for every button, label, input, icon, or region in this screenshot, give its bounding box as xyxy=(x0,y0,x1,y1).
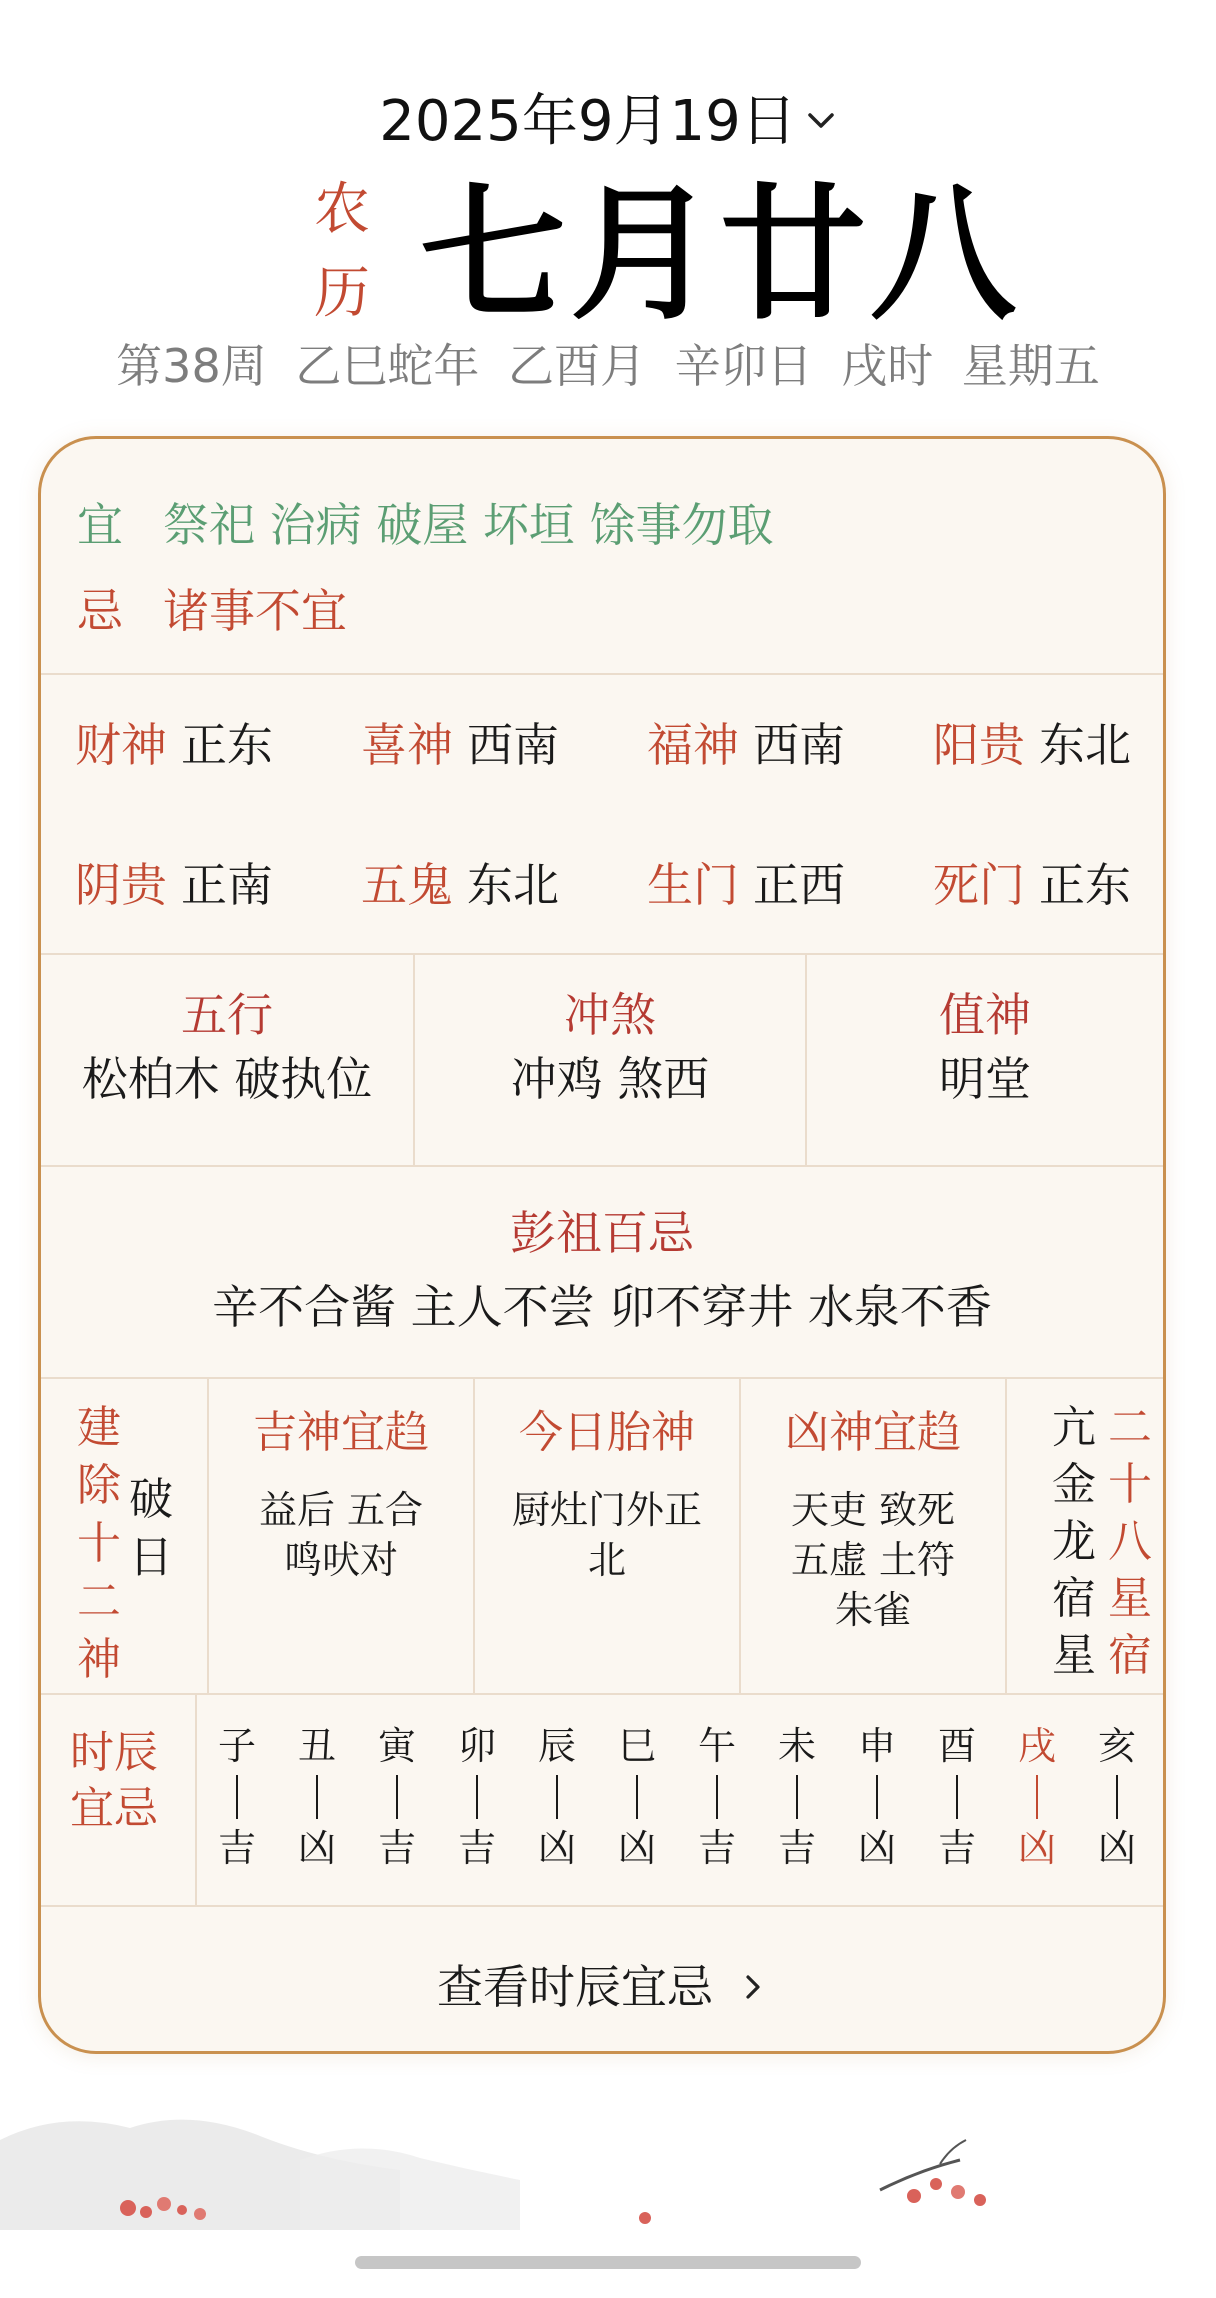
xingxiu-label-char: 星 xyxy=(1108,1573,1152,1624)
hour-luck: 吉 xyxy=(697,1826,736,1870)
xiongshen-title: 凶神宜趋 xyxy=(785,1407,961,1458)
hour-mao xyxy=(447,1721,507,1873)
god-fu xyxy=(647,715,845,775)
hour-branch: 子 xyxy=(217,1724,256,1768)
hour-bar xyxy=(1036,1775,1038,1819)
almanac-card xyxy=(38,436,1166,2054)
hour-bar xyxy=(556,1775,558,1819)
xingxiu-label-char: 八 xyxy=(1108,1516,1152,1567)
wuxing-value: 松柏木 破执位 xyxy=(81,1052,373,1106)
hour-branch: 戌 xyxy=(1017,1724,1056,1768)
date-text: 2025年9月19日 xyxy=(379,89,797,154)
jianchu-value-char: 日 xyxy=(129,1532,173,1583)
xiongshen-cell xyxy=(741,1403,1005,1635)
hour-luck: 吉 xyxy=(777,1826,816,1870)
hour-branch: 未 xyxy=(777,1724,816,1768)
hour-branch: 辰 xyxy=(537,1724,576,1768)
hour-bar xyxy=(1116,1775,1118,1819)
hour-branch: 寅 xyxy=(377,1724,416,1768)
god-value: 正南 xyxy=(181,858,273,912)
xingxiu-label-char: 二 xyxy=(1108,1402,1152,1453)
jianchu-label-char: 神 xyxy=(77,1634,121,1685)
hour-branch: 申 xyxy=(857,1724,896,1768)
god-simen xyxy=(933,855,1131,915)
god-label: 财神 xyxy=(75,718,167,772)
hour-branch: 巳 xyxy=(617,1724,656,1768)
hour-branch: 亥 xyxy=(1097,1724,1136,1768)
god-wugui xyxy=(361,855,559,915)
god-label: 死门 xyxy=(933,858,1025,912)
ji-label: 忌 xyxy=(77,584,123,638)
jishen-cell xyxy=(209,1403,473,1585)
god-label: 生门 xyxy=(647,858,739,912)
yi-text: 祭祀 治病 破屋 坏垣 馀事勿取 xyxy=(163,498,774,552)
god-label: 喜神 xyxy=(361,718,453,772)
jianchu-label-char: 建 xyxy=(77,1402,121,1453)
god-value: 正东 xyxy=(181,718,273,772)
chongsha-cell xyxy=(415,983,805,1111)
jianchu-value-char: 破 xyxy=(129,1474,173,1525)
hour-branch: 午 xyxy=(697,1724,736,1768)
hour-bar xyxy=(396,1775,398,1819)
hour-xu-current xyxy=(1007,1721,1067,1873)
hour-luck: 凶 xyxy=(857,1826,896,1870)
xingxiu-value-char: 金 xyxy=(1052,1459,1096,1510)
taishen-cell xyxy=(475,1403,739,1585)
hour-bar xyxy=(636,1775,638,1819)
jianchu-label xyxy=(69,1399,129,1689)
divider xyxy=(41,1693,1163,1695)
divider xyxy=(41,1377,1163,1379)
pengzu-text: 辛不合酱 主人不尝 卯不穿井 水泉不香 xyxy=(212,1280,992,1334)
xingxiu-label-char: 宿 xyxy=(1108,1630,1152,1681)
hour-bar xyxy=(716,1775,718,1819)
jishen-values xyxy=(209,1485,473,1585)
hour-luck: 凶 xyxy=(297,1826,336,1870)
hour-luck: 凶 xyxy=(1017,1826,1056,1870)
hour-branch: 酉 xyxy=(937,1724,976,1768)
hour-branch: 丑 xyxy=(297,1724,336,1768)
god-shengmen xyxy=(647,855,845,915)
date-selector[interactable] xyxy=(0,84,1216,160)
taishen-title: 今日胎神 xyxy=(519,1407,695,1458)
zhishen-value: 明堂 xyxy=(939,1052,1031,1106)
jianchu-label-char: 除 xyxy=(77,1460,121,1511)
divider xyxy=(41,953,1163,955)
shichen-label xyxy=(59,1725,169,1837)
xingxiu-value-char: 亢 xyxy=(1052,1402,1096,1453)
xiongshen-values xyxy=(741,1485,1005,1635)
jianchu-label-char: 十 xyxy=(77,1518,121,1569)
god-xi xyxy=(361,715,559,775)
taishen-values xyxy=(475,1485,739,1585)
xiongshen-line: 朱雀 xyxy=(834,1588,911,1632)
chongsha-value: 冲鸡 煞西 xyxy=(510,1052,710,1106)
ji-text: 诸事不宜 xyxy=(163,584,347,638)
hour-luck: 凶 xyxy=(1097,1826,1136,1870)
divider xyxy=(41,1165,1163,1167)
xiongshen-line: 天吏 致死 xyxy=(790,1488,956,1532)
hour-hai xyxy=(1087,1721,1147,1873)
yi-row xyxy=(77,493,774,557)
hour-si xyxy=(607,1721,667,1873)
pengzu-title: 彭祖百忌 xyxy=(510,1206,694,1260)
jishen-line: 鸣吠对 xyxy=(283,1538,398,1582)
shichen-label-line: 时辰 xyxy=(70,1727,158,1778)
god-value: 正西 xyxy=(753,858,845,912)
date-info-row: 第38周 乙巳蛇年 乙酉月 辛卯日 戌时 星期五 xyxy=(116,339,1100,393)
hour-luck: 凶 xyxy=(537,1826,576,1870)
jishen-title: 吉神宜趋 xyxy=(253,1407,429,1458)
hour-chen xyxy=(527,1721,587,1873)
god-value: 正东 xyxy=(1039,858,1131,912)
god-label: 阴贵 xyxy=(75,858,167,912)
god-value: 东北 xyxy=(1039,718,1131,772)
view-shichen-label: 查看时辰宜忌 xyxy=(437,1960,713,2014)
hour-bar xyxy=(476,1775,478,1819)
hour-luck: 吉 xyxy=(937,1826,976,1870)
jianchu-value xyxy=(121,1471,181,1587)
hour-wu xyxy=(687,1721,747,1873)
hour-luck: 凶 xyxy=(617,1826,656,1870)
hour-bar xyxy=(316,1775,318,1819)
chevron-right-icon xyxy=(739,1973,767,2001)
wuxing-title: 五行 xyxy=(181,988,273,1042)
hour-zi xyxy=(207,1721,267,1873)
god-label: 福神 xyxy=(647,718,739,772)
zhishen-title: 值神 xyxy=(939,988,1031,1042)
god-yingui xyxy=(75,855,273,915)
hour-shen xyxy=(847,1721,907,1873)
lunar-tag-char: 农 xyxy=(314,177,370,242)
god-value: 西南 xyxy=(753,718,845,772)
xingxiu-label-char: 十 xyxy=(1108,1459,1152,1510)
lunar-tag xyxy=(307,168,377,336)
hour-chou xyxy=(287,1721,347,1873)
god-value: 西南 xyxy=(467,718,559,772)
hour-you xyxy=(927,1721,987,1873)
hour-branch: 卯 xyxy=(457,1724,496,1768)
xingxiu-value xyxy=(1046,1399,1102,1684)
god-yanggui xyxy=(933,715,1131,775)
god-label: 阳贵 xyxy=(933,718,1025,772)
view-shichen-button[interactable] xyxy=(41,1955,1163,2019)
ji-row xyxy=(77,579,347,643)
xingxiu-value-char: 星 xyxy=(1052,1630,1096,1681)
divider xyxy=(195,1695,197,1905)
hour-bar xyxy=(796,1775,798,1819)
lunar-tag-char: 历 xyxy=(314,261,370,326)
xingxiu-value-char: 龙 xyxy=(1052,1516,1096,1567)
xingxiu-value-char: 宿 xyxy=(1052,1573,1096,1624)
jianchu-label-char: 二 xyxy=(77,1576,121,1627)
home-indicator[interactable] xyxy=(355,2256,861,2269)
xiongshen-line: 五虚 土符 xyxy=(790,1538,956,1582)
lunar-day: 七月廿八 xyxy=(420,170,1020,340)
divider xyxy=(41,673,1163,675)
god-cai xyxy=(75,715,273,775)
hour-bar xyxy=(956,1775,958,1819)
divider xyxy=(1005,1379,1007,1693)
hour-bar xyxy=(236,1775,238,1819)
chongsha-title: 冲煞 xyxy=(564,988,656,1042)
yi-label: 宜 xyxy=(77,498,123,552)
hour-yin xyxy=(367,1721,427,1873)
shichen-label-line: 宜忌 xyxy=(70,1783,158,1834)
hour-luck: 吉 xyxy=(377,1826,416,1870)
taishen-line: 厨灶门外正 xyxy=(511,1488,702,1532)
hour-luck: 吉 xyxy=(457,1826,496,1870)
taishen-line: 北 xyxy=(587,1538,626,1582)
ink-landscape-decoration xyxy=(0,2100,1216,2230)
zhishen-cell xyxy=(807,983,1163,1111)
hour-luck: 吉 xyxy=(217,1826,256,1870)
god-value: 东北 xyxy=(467,858,559,912)
hour-bar xyxy=(876,1775,878,1819)
chevron-down-icon xyxy=(805,104,837,136)
hour-wei xyxy=(767,1721,827,1873)
wuxing-cell xyxy=(41,983,413,1111)
xingxiu-label xyxy=(1102,1399,1158,1684)
god-label: 五鬼 xyxy=(361,858,453,912)
jishen-line: 益后 五合 xyxy=(258,1488,424,1532)
divider xyxy=(41,1905,1163,1907)
